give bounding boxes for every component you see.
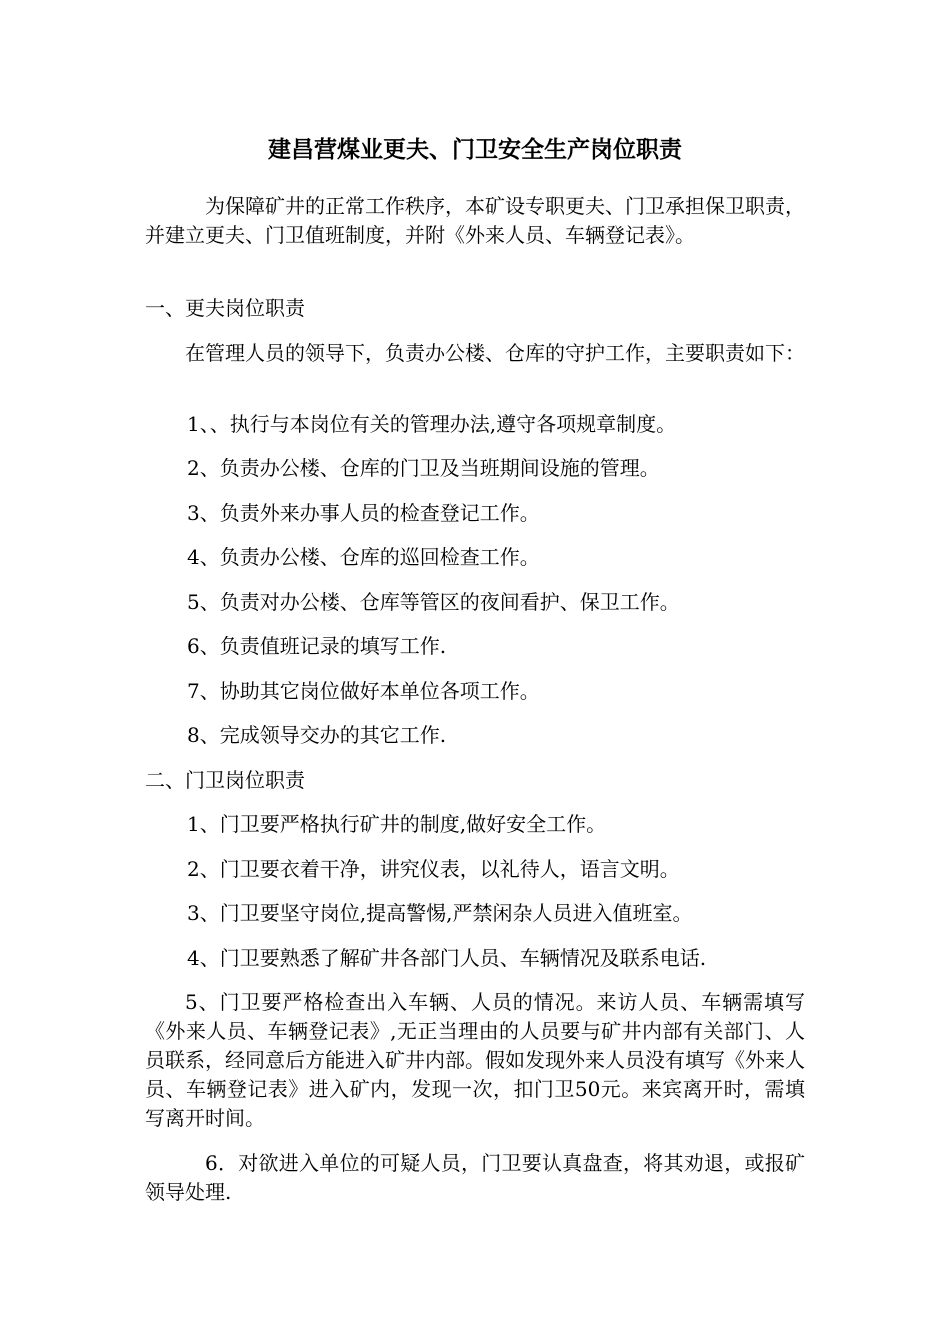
section1-item-1: 1、、执行与本岗位有关的管理办法,遵守各项规章制度。 [187, 412, 677, 436]
intro-paragraph: 为保障矿井的正常工作秩序，本矿设专职更夫、门卫承担保卫职责，并建立更夫、门卫值班制度，并附《外来人员、车辆登记表》。 [145, 194, 805, 247]
section1-item-2: 2、负责办公楼、仓库的门卫及当班期间设施的管理。 [187, 456, 660, 480]
section2-item-2: 2、门卫要衣着干净，讲究仪表，以礼待人，语言文明。 [187, 857, 680, 881]
section1-item-4: 4、负责办公楼、仓库的巡回检查工作。 [187, 545, 540, 569]
section2-item-4: 4、门卫要熟悉了解矿井各部门人员、车辆情况及联系电话. [187, 946, 707, 970]
section1-item-6: 6、负责值班记录的填写工作. [187, 634, 447, 658]
document-page [145, 0, 805, 1344]
section2-item-6: 6．对欲进入单位的可疑人员，门卫要认真盘查，将其劝退，或报矿领导处理. [145, 1151, 805, 1204]
section2-item-3: 3、门卫要坚守岗位,提高警惕,严禁闲杂人员进入值班室。 [187, 901, 693, 925]
section1-lead: 在管理人员的领导下，负责办公楼、仓库的守护工作，主要职责如下： [185, 341, 805, 365]
section1-item-8: 8、完成领导交办的其它工作. [187, 723, 447, 747]
section2-item-5: 5、门卫要严格检查出入车辆、人员的情况。来访人员、车辆需填写《外来人员、车辆登记表》,无正当理由的人员要与矿井内部有关部门、人员联系，经同意后方能进入矿井内部。假如发现外来人员没有填写《外来人员、车辆登记表》进入矿内，发现一次，扣门卫50元。来宾离开时，需填写离开时间。 [145, 990, 805, 1130]
section2-item-1: 1、门卫要严格执行矿井的制度,做好安全工作。 [187, 812, 607, 836]
section1-item-5: 5、负责对办公楼、仓库等管区的夜间看护、保卫工作。 [187, 590, 680, 614]
section2-heading: 二、门卫岗位职责 [145, 768, 305, 792]
section1-item-3: 3、负责外来办事人员的检查登记工作。 [187, 501, 540, 525]
document-title: 建昌营煤业更夫、门卫安全生产岗位职责 [268, 136, 682, 163]
section1-item-7: 7、协助其它岗位做好本单位各项工作。 [187, 679, 540, 703]
section1-heading: 一、更夫岗位职责 [145, 296, 305, 320]
